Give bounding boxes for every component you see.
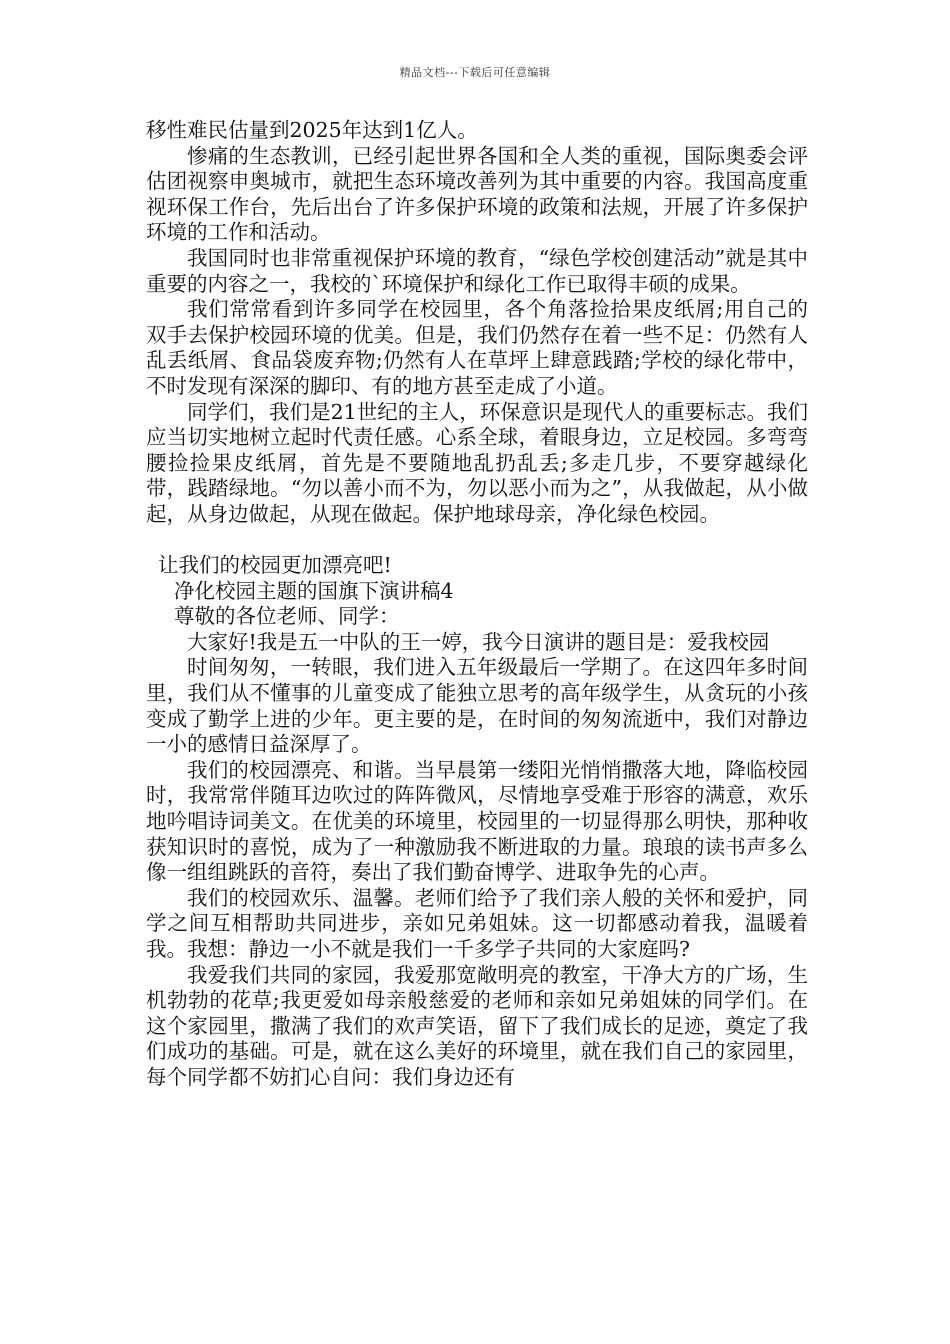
paragraph-8: 我们的校园漂亮、和谐。当早晨第一缕阳光悄悄撒落大地，降临校园时，我常常伴随耳边吹过的阵阵微风，尽情地享受难于形容的满意，欢乐地吟唱诗词美文。在优美的环境里，校园里的一切显得那么明快，那种收获知识时的喜悦，成为了一种激励我不断进取的力量。琅琅的读书声多么像一组组跳跃的音符，奏出了我们勤奋博学、进取争先的心声。	[146, 757, 808, 885]
paragraph-5: 同学们，我们是21世纪的主人，环保意识是现代人的重要标志。我们应当切实地树立起时代责任感。心系全球，着眼身边，立足校园。多弯弯腰捡捡果皮纸屑，首先是不要随地乱扔乱丢;多走几步，不要穿越绿化带，践踏绿地。“勿以善小而不为，勿以恶小而为之”，从我做起，从小做起，从身边做起，从现在做起。保护地球母亲，净化绿色校园。	[146, 399, 808, 526]
document-body	[146, 118, 808, 1091]
paragraph-3: 我国同时也非常重视保护环境的教育，“绿色学校创建活动”就是其中重要的内容之一，我校的`环境保护和绿化工作已取得丰硕的成果。	[146, 245, 808, 296]
paragraph-6: 大家好!我是五一中队的王一婷，我今日演讲的题目是：爱我校园	[187, 629, 770, 654]
paragraph-10: 我爱我们共同的家园，我爱那宽敞明亮的教室，干净大方的广场，生机勃勃的花草;我更爱如母亲般慈爱的老师和亲如兄弟姐妹的同学们。在这个家园里，撒满了我们的欢声笑语，留下了我们成长的足迹，奠定了我们成功的基础。可是，就在这么美好的环境里，就在我们自己的家园里，每个同学都不妨扪心自问：我们身边还有	[146, 962, 808, 1089]
paragraph-4: 我们常常看到许多同学在校园里，各个角落捡拾果皮纸屑;用自己的双手去保护校园环境的优美。但是，我们仍然存在着一些不足：仍然有人乱丢纸屑、食品袋废弃物;仍然有人在草坪上肆意践踏;学校的绿化带中，不时发现有深深的脚印、有的地方甚至走成了小道。	[146, 297, 808, 398]
salutation: 尊敬的各位老师、同学：	[174, 604, 400, 629]
paragraph-7: 时间匆匆，一转眼，我们进入五年级最后一学期了。在这四年多时间里，我们从不懂事的儿童变成了能独立思考的高年级学生，从贪玩的小孩变成了勤学上进的少年。更主要的是，在时间的匆匆流逝中，我们对静边一小的感情日益深厚了。	[146, 655, 808, 757]
speech-title: 净化校园主题的国旗下演讲稿4	[174, 578, 454, 603]
paragraph-2: 惨痛的生态教训，已经引起世界各国和全人类的重视，国际奥委会评估团视察申奥城市，就把生态环境改善列为其中重要的内容。我国高度重视环保工作台，先后出台了许多保护环境的政策和法规，开展了许多保护环境的工作和活动。	[146, 143, 808, 245]
blank-line	[146, 528, 808, 554]
page-header-watermark: 精品文档---下载后可任意编辑	[399, 66, 551, 79]
closing-line: 让我们的校园更加漂亮吧!	[158, 553, 392, 578]
paragraph-9: 我们的校园欢乐、温馨。老师们给予了我们亲人般的关怀和爱护，同学之间互相帮助共同进步，亲如兄弟姐妹。这一切都感动着我，温暖着我。我想：静边一小不就是我们一千多学子共同的大家庭吗?	[146, 885, 808, 961]
paragraph-1: 移性难民估量到2025年达到1亿人。	[146, 118, 478, 142]
